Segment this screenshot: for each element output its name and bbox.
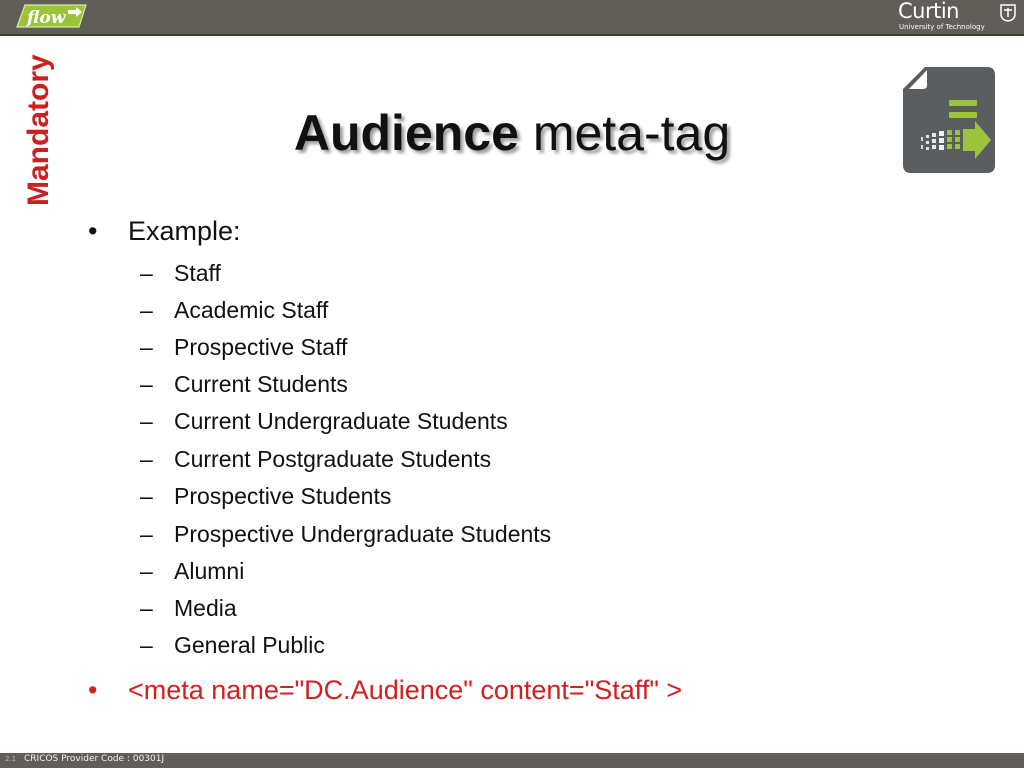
mandatory-side-label: Mandatory	[22, 54, 55, 206]
flow-logo-text: flow	[27, 8, 66, 28]
slide-title-bold: Audience	[293, 105, 519, 161]
document-export-icon	[903, 67, 995, 173]
footer-bar	[0, 753, 1024, 768]
sub-item-text: Media	[174, 595, 237, 621]
sub-item-text: Prospective Students	[174, 483, 392, 509]
slide-title	[0, 100, 1024, 166]
sub-item-text: Current Students	[174, 371, 348, 397]
curtin-logo-name: Curtin	[898, 0, 959, 23]
flow-logo	[13, 3, 88, 29]
sub-item-text: Prospective Staff	[174, 334, 348, 360]
sub-item-text: Alumni	[174, 558, 245, 584]
bullet-text: Example:	[128, 216, 241, 246]
cricos-code: CRICOS Provider Code : 00301J	[24, 754, 165, 764]
code-example-text: <meta name="DC.Audience" content="Staff" >	[128, 675, 683, 705]
header-bar	[0, 0, 1024, 36]
sub-item-text: Prospective Undergraduate Students	[174, 521, 552, 547]
sub-item-text: General Public	[174, 632, 325, 658]
sub-item-text: Staff	[174, 260, 221, 286]
bullet-marker: •	[88, 216, 98, 246]
bullet-marker: •	[88, 675, 98, 705]
sub-item-text: Current Undergraduate Students	[174, 408, 508, 434]
slide-title-regular: meta-tag	[518, 105, 731, 161]
curtin-logo-subtitle: University of Technology	[899, 23, 985, 31]
curtin-logo	[898, 1, 1018, 33]
sub-item-text: Current Postgraduate Students	[174, 446, 492, 472]
shield-icon	[1000, 4, 1016, 22]
slide-number: 2.1	[5, 755, 17, 763]
sub-item-text: Academic Staff	[174, 297, 329, 323]
